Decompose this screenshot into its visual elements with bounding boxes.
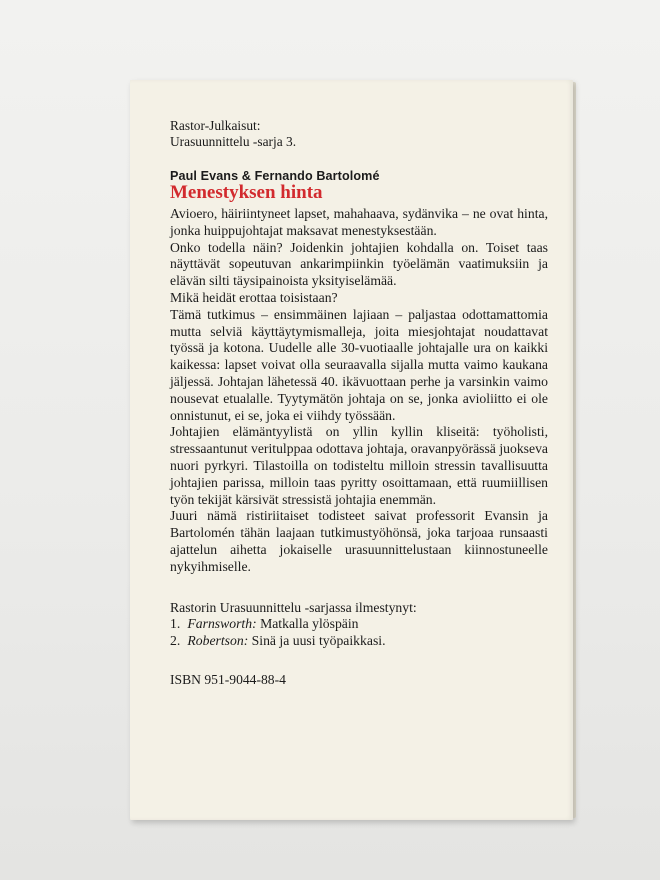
blurb-paragraph: Onko todella näin? Joidenkin johtajien kohdalla on. Toiset taas näyttävät sopeutuvan ankarimpiinkin työelämän vaatimuksiin ja elävän silti täysipainoista yksityiselämää. <box>170 239 548 289</box>
list-author: Farnsworth: <box>187 616 257 632</box>
series-line-series: Urasuunnittelu -sarja 3. <box>170 134 297 149</box>
blurb-paragraph: Tämä tutkimus – ensimmäinen lajiaan – paljastaa odottamattomia mutta selviä käyttäytymismalleja, joita miesjohtajat noudattavat työssä ja kotona. Uudelle alle 30-vuotiaalle johtajalle ura on kaikki kaikessa: lapset voivat olla seuraavalla sijalla mutta vaimo kaukana jäljessä. Johtajan lähetessä 40. ikävuottaan perhe ja varsinkin vaimo nousevat etualalle. Tyytymätön johtaja on se, jonka avioliitto ei ole onnistunut, ei se, joka ei viihdy työssään. <box>170 306 548 423</box>
book-back-cover <box>130 80 573 820</box>
blurb-paragraph: Mikä heidät erottaa toisistaan? <box>170 289 338 305</box>
series-info <box>170 118 548 150</box>
book-title: Menestyksen hinta <box>170 182 323 203</box>
blurb-paragraph: Johtajien elämäntyylistä on yllin kyllin kliseitä: työholisti, stressaantunut veritulppaa odottava johtaja, oravanpyörässä juokseva nuori pyrkyri. Tilastoilla on todisteltu milloin stressin tavallisuutta johtajien parissa, milloin taas pyritty osoittamaan, että ruumiillisen työn tekijät kärsivät stressistä johtajia enemmän. <box>170 424 548 507</box>
book-authors: Paul Evans & Fernando Bartolomé <box>170 169 380 183</box>
cover-text-block <box>170 118 548 650</box>
blurb <box>170 206 548 576</box>
list-title: Matkalla ylöspäin <box>260 616 359 632</box>
series-line-publisher: Rastor-Julkaisut: <box>170 118 261 133</box>
series-list <box>170 600 548 650</box>
list-number: 1. <box>170 616 181 632</box>
list-author: Robertson: <box>187 633 249 649</box>
list-number: 2. <box>170 633 181 649</box>
series-list-heading: Rastorin Urasuunnittelu -sarjassa ilmestynyt: <box>170 599 417 615</box>
blurb-paragraph: Avioero, häiriintyneet lapset, mahahaava, sydänvika – ne ovat hinta, jonka huippujohtajat maksavat menestyksestään. <box>170 206 548 238</box>
isbn: ISBN 951-9044-88-4 <box>170 672 286 687</box>
list-title: Sinä ja uusi työpaikkasi. <box>251 633 386 649</box>
series-list-item <box>170 633 548 650</box>
series-list-item <box>170 616 548 633</box>
blurb-paragraph: Juuri nämä ristiriitaiset todisteet saivat professorit Evansin ja Bartolomén tähän laajaan tutkimustyöhönsä, joka tarjoaa runsaasti ajattelun aihetta jokaiselle urasuunnittelustaan kiinnostuneelle nykyihmiselle. <box>170 508 548 574</box>
